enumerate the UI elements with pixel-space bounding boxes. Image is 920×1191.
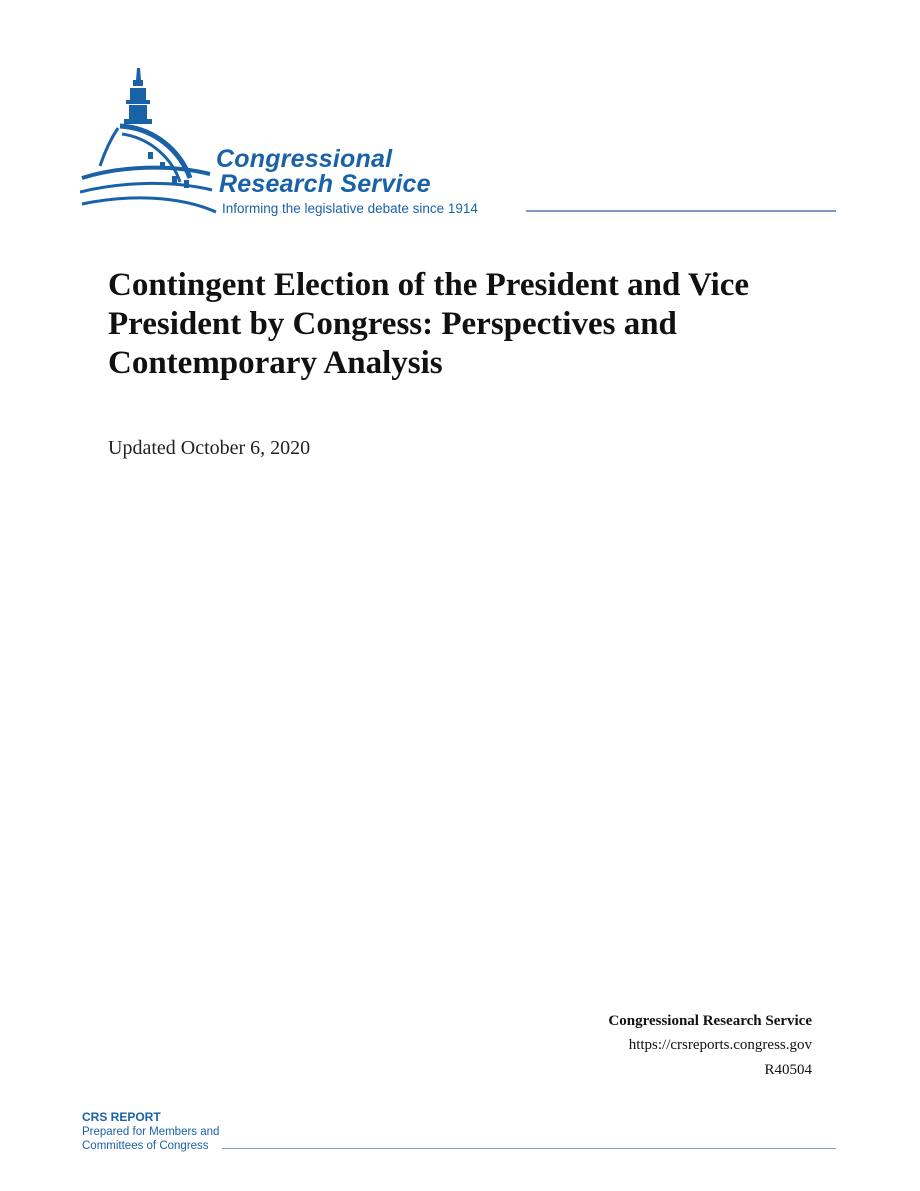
prepared-for-text: Prepared for Members and Committees of Congress — [82, 1126, 220, 1152]
logo-name-line2: Research Service — [219, 170, 431, 198]
footer-url[interactable]: https://crsreports.congress.gov — [628, 1037, 812, 1053]
logo-divider — [526, 210, 836, 212]
report-title: Contingent Election of the President and Vice President by Congress: Perspectives and Contemporary Analysis — [108, 267, 750, 381]
capitol-dome-icon — [80, 66, 220, 218]
report-id: R40504 — [764, 1062, 812, 1078]
logo-tagline: Informing the legislative debate since 1914 — [222, 201, 478, 216]
updated-date: Updated October 6, 2020 — [108, 437, 311, 459]
footer-divider — [222, 1148, 836, 1149]
crs-report-label: CRS REPORT — [82, 1110, 161, 1124]
footer-organization: Congressional Research Service — [608, 1013, 812, 1029]
logo-name-line1: Congressional — [216, 145, 393, 173]
